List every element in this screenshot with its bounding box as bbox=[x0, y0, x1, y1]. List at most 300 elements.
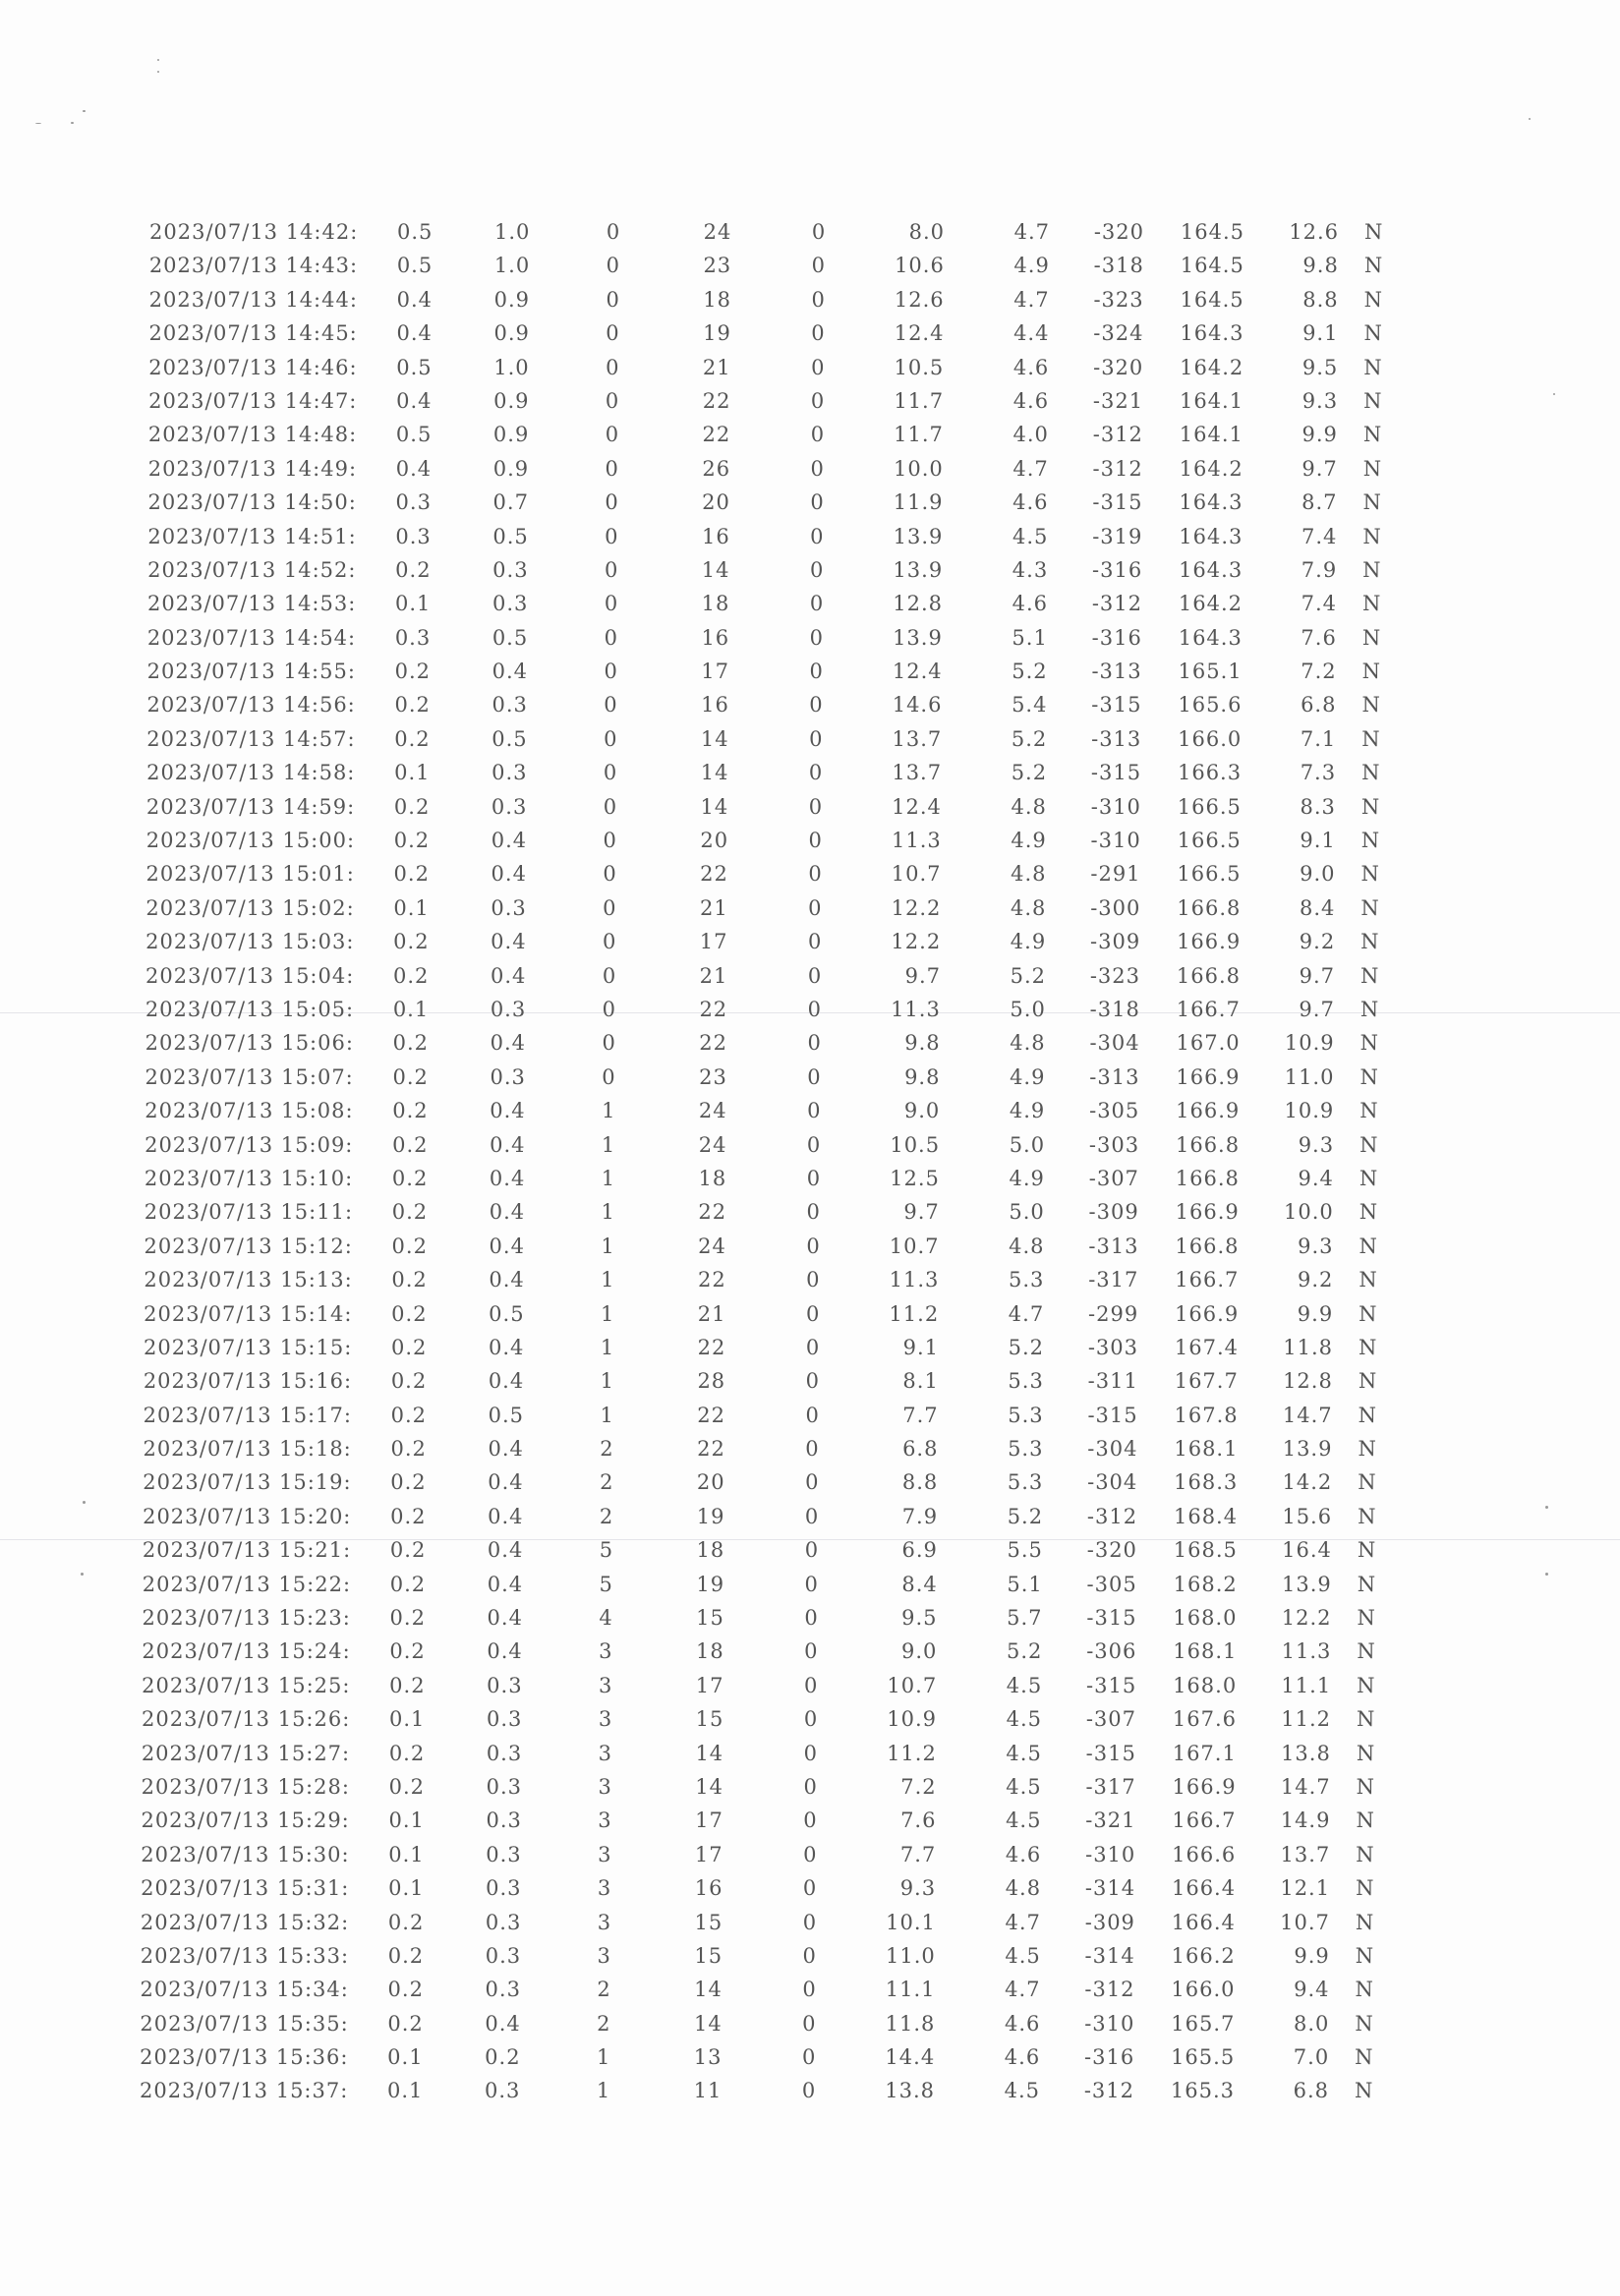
cell-value-g: 5.5 bbox=[1007, 1538, 1043, 1563]
cell-value-i: 164.3 bbox=[1179, 490, 1244, 515]
cell-value-j: 11.0 bbox=[1284, 1064, 1335, 1089]
cell-value-h: -316 bbox=[1092, 557, 1143, 582]
cell-value-e: 0 bbox=[801, 2079, 817, 2103]
cell-flag: N bbox=[1364, 220, 1384, 244]
table-row bbox=[0, 658, 1620, 691]
cell-value-d: 15 bbox=[696, 1606, 724, 1631]
cell-value-c: 0 bbox=[606, 287, 620, 312]
cell-value-a: 0.2 bbox=[389, 1639, 426, 1664]
table-row bbox=[0, 387, 1620, 421]
cell-value-j: 16.4 bbox=[1282, 1538, 1332, 1563]
cell-flag: N bbox=[1355, 2011, 1374, 2036]
cell-value-d: 22 bbox=[697, 1268, 726, 1292]
cell-value-f: 9.3 bbox=[899, 1876, 937, 1901]
table-row bbox=[0, 996, 1620, 1029]
cell-value-e: 0 bbox=[809, 693, 824, 718]
cell-value-h: -300 bbox=[1090, 895, 1141, 920]
cell-value-b: 0.4 bbox=[488, 1504, 524, 1528]
cell-value-i: 167.8 bbox=[1174, 1403, 1239, 1427]
cell-value-a: 0.3 bbox=[395, 524, 432, 548]
cell-value-i: 166.0 bbox=[1178, 726, 1243, 751]
cell-value-c: 3 bbox=[597, 1910, 612, 1934]
cell-value-h: -304 bbox=[1087, 1437, 1138, 1462]
cell-value-f: 7.7 bbox=[899, 1842, 937, 1866]
cell-value-b: 0.3 bbox=[492, 693, 528, 718]
cell-timestamp: 2023/07/13 15:03: bbox=[145, 930, 355, 954]
cell-value-a: 0.1 bbox=[388, 1842, 425, 1866]
cell-value-a: 0.2 bbox=[389, 1538, 427, 1563]
cell-value-f: 14.4 bbox=[885, 2045, 936, 2070]
cell-value-a: 0.4 bbox=[396, 287, 434, 312]
cell-value-c: 0 bbox=[603, 862, 617, 887]
cell-value-b: 0.3 bbox=[490, 1064, 526, 1089]
cell-value-b: 0.5 bbox=[492, 726, 528, 751]
cell-value-c: 1 bbox=[600, 1335, 615, 1359]
cell-value-j: 6.8 bbox=[1293, 2079, 1329, 2103]
cell-value-g: 4.8 bbox=[1010, 1031, 1046, 1056]
cell-value-d: 18 bbox=[701, 592, 730, 616]
cell-value-j: 7.4 bbox=[1301, 524, 1338, 548]
cell-value-d: 16 bbox=[701, 524, 730, 548]
cell-value-c: 0 bbox=[605, 456, 619, 481]
cell-value-h: -323 bbox=[1089, 963, 1140, 988]
cell-value-f: 12.5 bbox=[890, 1166, 940, 1190]
cell-value-d: 18 bbox=[703, 287, 731, 312]
cell-timestamp: 2023/07/13 15:06: bbox=[145, 1031, 354, 1056]
cell-value-i: 166.9 bbox=[1176, 1099, 1241, 1123]
cell-value-f: 13.7 bbox=[892, 761, 943, 785]
cell-value-a: 0.2 bbox=[391, 1301, 428, 1326]
cell-value-e: 0 bbox=[811, 254, 826, 278]
cell-value-c: 1 bbox=[601, 1166, 616, 1190]
table-row bbox=[0, 759, 1620, 792]
cell-value-e: 0 bbox=[809, 557, 825, 582]
cell-value-c: 0 bbox=[605, 423, 620, 447]
cell-value-h: -303 bbox=[1088, 1132, 1140, 1157]
cell-value-a: 0.2 bbox=[387, 1943, 425, 1968]
cell-value-e: 0 bbox=[807, 930, 823, 954]
cell-value-g: 4.7 bbox=[1013, 220, 1050, 244]
cell-timestamp: 2023/07/13 15:10: bbox=[144, 1166, 354, 1190]
cell-value-i: 166.8 bbox=[1175, 1234, 1240, 1258]
cell-value-g: 5.1 bbox=[1007, 1572, 1043, 1596]
cell-value-h: -310 bbox=[1090, 794, 1141, 819]
cell-value-e: 0 bbox=[809, 660, 824, 684]
cell-value-h: -310 bbox=[1090, 829, 1141, 853]
cell-value-h: -310 bbox=[1084, 2011, 1135, 2036]
table-row bbox=[0, 928, 1620, 961]
cell-value-f: 9.5 bbox=[901, 1606, 938, 1631]
cell-flag: N bbox=[1360, 794, 1381, 819]
cell-timestamp: 2023/07/13 14:58: bbox=[146, 761, 356, 785]
cell-value-f: 10.9 bbox=[887, 1707, 937, 1732]
cell-value-g: 4.5 bbox=[1006, 1673, 1043, 1697]
cell-value-h: -315 bbox=[1092, 490, 1143, 515]
cell-value-b: 0.3 bbox=[487, 1673, 523, 1697]
cell-value-f: 6.9 bbox=[901, 1538, 938, 1563]
cell-value-d: 14 bbox=[695, 1741, 724, 1765]
cell-value-g: 4.5 bbox=[1004, 2079, 1040, 2103]
cell-timestamp: 2023/07/13 15:29: bbox=[141, 1808, 350, 1833]
cell-value-g: 4.3 bbox=[1012, 557, 1049, 582]
cell-timestamp: 2023/07/13 14:52: bbox=[147, 557, 357, 582]
cell-value-g: 5.2 bbox=[1007, 1504, 1044, 1528]
cell-value-e: 0 bbox=[807, 1031, 822, 1056]
cell-value-g: 4.8 bbox=[1011, 794, 1047, 819]
cell-timestamp: 2023/07/13 14:43: bbox=[148, 254, 359, 278]
cell-flag: N bbox=[1360, 1099, 1379, 1123]
cell-value-e: 0 bbox=[804, 1606, 819, 1631]
cell-timestamp: 2023/07/13 15:23: bbox=[142, 1606, 351, 1631]
cell-value-j: 10.9 bbox=[1284, 1099, 1335, 1123]
table-row bbox=[0, 1300, 1620, 1334]
cell-value-a: 0.1 bbox=[394, 761, 431, 785]
cell-value-c: 1 bbox=[596, 2079, 611, 2103]
cell-value-d: 22 bbox=[699, 1031, 727, 1056]
cell-flag: N bbox=[1359, 1268, 1378, 1292]
cell-value-a: 0.2 bbox=[392, 1064, 429, 1089]
cell-timestamp: 2023/07/13 15:20: bbox=[143, 1504, 352, 1528]
cell-value-a: 0.1 bbox=[393, 895, 430, 920]
cell-value-h: -313 bbox=[1088, 1234, 1139, 1258]
cell-flag: N bbox=[1357, 1572, 1377, 1596]
scan-speck bbox=[1529, 118, 1531, 120]
cell-value-c: 2 bbox=[600, 1470, 614, 1495]
table-row bbox=[0, 1097, 1620, 1130]
cell-value-i: 168.0 bbox=[1173, 1673, 1238, 1697]
cell-value-d: 21 bbox=[697, 1301, 726, 1326]
cell-value-c: 3 bbox=[598, 1707, 613, 1732]
cell-value-i: 164.2 bbox=[1178, 592, 1243, 616]
cell-value-c: 1 bbox=[601, 1200, 615, 1225]
cell-value-i: 164.3 bbox=[1179, 557, 1244, 582]
cell-value-f: 12.6 bbox=[894, 287, 945, 312]
cell-value-g: 4.7 bbox=[1005, 1910, 1041, 1934]
cell-value-i: 168.0 bbox=[1173, 1606, 1238, 1631]
cell-value-c: 5 bbox=[599, 1572, 613, 1596]
cell-value-a: 0.2 bbox=[390, 1403, 428, 1427]
cell-value-h: -317 bbox=[1088, 1268, 1139, 1292]
cell-value-h: -318 bbox=[1093, 254, 1144, 278]
cell-value-g: 4.5 bbox=[1012, 524, 1049, 548]
cell-value-g: 5.0 bbox=[1010, 997, 1046, 1021]
cell-value-g: 4.7 bbox=[1012, 456, 1049, 481]
cell-value-g: 5.3 bbox=[1008, 1403, 1044, 1427]
cell-value-e: 0 bbox=[803, 1842, 818, 1866]
cell-value-c: 0 bbox=[602, 930, 617, 954]
cell-timestamp: 2023/07/13 14:53: bbox=[147, 592, 357, 616]
cell-timestamp: 2023/07/13 15:25: bbox=[142, 1673, 351, 1697]
cell-value-g: 5.3 bbox=[1008, 1369, 1044, 1394]
cell-value-d: 24 bbox=[703, 220, 732, 244]
cell-value-a: 0.5 bbox=[396, 254, 434, 278]
table-row bbox=[0, 1468, 1620, 1502]
cell-value-e: 0 bbox=[801, 2045, 817, 2070]
cell-flag: N bbox=[1359, 1166, 1379, 1190]
table-row bbox=[0, 2077, 1620, 2110]
cell-value-f: 13.9 bbox=[893, 557, 944, 582]
cell-value-d: 14 bbox=[700, 726, 729, 751]
cell-value-i: 166.9 bbox=[1175, 1301, 1240, 1326]
cell-value-i: 165.7 bbox=[1171, 2011, 1236, 2036]
cell-value-i: 167.4 bbox=[1174, 1335, 1239, 1359]
cell-value-a: 0.5 bbox=[396, 355, 433, 379]
table-row bbox=[0, 1503, 1620, 1536]
cell-value-c: 3 bbox=[598, 1673, 613, 1697]
cell-value-e: 0 bbox=[811, 355, 826, 379]
cell-value-c: 1 bbox=[601, 1234, 615, 1258]
cell-value-j: 14.7 bbox=[1282, 1403, 1333, 1427]
cell-value-j: 8.0 bbox=[1293, 2011, 1330, 2036]
cell-flag: N bbox=[1359, 1301, 1378, 1326]
cell-value-c: 1 bbox=[600, 1369, 614, 1394]
cell-value-j: 9.5 bbox=[1302, 355, 1339, 379]
cell-value-j: 15.6 bbox=[1282, 1504, 1333, 1528]
cell-value-d: 16 bbox=[694, 1876, 723, 1901]
cell-value-a: 0.2 bbox=[389, 1673, 426, 1697]
cell-value-i: 167.6 bbox=[1172, 1707, 1237, 1732]
cell-value-h: -321 bbox=[1085, 1808, 1136, 1833]
cell-value-e: 0 bbox=[807, 1064, 822, 1089]
cell-value-j: 13.9 bbox=[1281, 1572, 1332, 1596]
cell-value-g: 5.4 bbox=[1012, 693, 1048, 718]
cell-value-j: 8.4 bbox=[1299, 895, 1336, 920]
cell-value-a: 0.2 bbox=[395, 557, 432, 582]
cell-timestamp: 2023/07/13 14:57: bbox=[146, 726, 356, 751]
cell-value-i: 166.9 bbox=[1176, 1064, 1241, 1089]
cell-value-b: 0.3 bbox=[492, 557, 529, 582]
table-row bbox=[0, 1976, 1620, 2009]
cell-value-j: 11.8 bbox=[1283, 1335, 1333, 1359]
cell-value-e: 0 bbox=[803, 1741, 818, 1765]
cell-value-d: 22 bbox=[697, 1403, 725, 1427]
cell-value-b: 0.4 bbox=[490, 1031, 527, 1056]
cell-flag: N bbox=[1361, 625, 1382, 650]
cell-value-j: 7.9 bbox=[1301, 557, 1338, 582]
cell-value-e: 0 bbox=[807, 1099, 822, 1123]
cell-value-b: 0.4 bbox=[489, 1268, 525, 1292]
cell-value-c: 0 bbox=[606, 220, 621, 244]
cell-value-b: 0.4 bbox=[492, 660, 529, 684]
cell-value-i: 168.2 bbox=[1173, 1572, 1238, 1596]
cell-value-f: 7.9 bbox=[901, 1504, 939, 1528]
cell-timestamp: 2023/07/13 15:09: bbox=[145, 1132, 354, 1157]
table-row bbox=[0, 1637, 1620, 1671]
cell-value-d: 14 bbox=[701, 557, 730, 582]
cell-value-f: 7.2 bbox=[900, 1774, 937, 1799]
cell-value-c: 0 bbox=[603, 794, 618, 819]
cell-value-b: 0.3 bbox=[486, 1774, 523, 1799]
cell-value-a: 0.2 bbox=[391, 1200, 429, 1225]
cell-value-e: 0 bbox=[802, 1876, 818, 1901]
cell-value-j: 10.7 bbox=[1280, 1910, 1330, 1934]
cell-value-e: 0 bbox=[808, 862, 823, 887]
cell-value-g: 4.7 bbox=[1005, 1978, 1041, 2002]
cell-value-i: 164.5 bbox=[1180, 287, 1244, 312]
cell-value-f: 10.1 bbox=[886, 1910, 936, 1934]
cell-value-h: -310 bbox=[1085, 1842, 1136, 1866]
cell-value-c: 1 bbox=[600, 1301, 615, 1326]
cell-value-h: -315 bbox=[1086, 1673, 1137, 1697]
cell-value-j: 12.8 bbox=[1283, 1369, 1333, 1394]
cell-value-d: 22 bbox=[702, 423, 731, 447]
cell-value-d: 23 bbox=[699, 1064, 727, 1089]
cell-value-b: 0.4 bbox=[487, 1572, 524, 1596]
cell-flag: N bbox=[1358, 1470, 1377, 1495]
cell-value-a: 0.2 bbox=[391, 1335, 428, 1359]
cell-value-j: 7.6 bbox=[1301, 625, 1337, 650]
cell-value-h: -291 bbox=[1090, 862, 1141, 887]
cell-value-g: 4.5 bbox=[1006, 1808, 1042, 1833]
cell-value-h: -321 bbox=[1092, 388, 1144, 413]
cell-value-d: 20 bbox=[696, 1470, 725, 1495]
cell-value-c: 0 bbox=[605, 524, 619, 548]
cell-value-f: 9.0 bbox=[903, 1099, 941, 1123]
cell-value-b: 0.3 bbox=[492, 592, 529, 616]
cell-value-a: 0.2 bbox=[390, 1369, 428, 1394]
cell-flag: N bbox=[1361, 726, 1381, 751]
cell-timestamp: 2023/07/13 14:42: bbox=[149, 220, 359, 244]
table-row bbox=[0, 1672, 1620, 1705]
cell-value-e: 0 bbox=[805, 1369, 820, 1394]
cell-value-a: 0.2 bbox=[390, 1470, 427, 1495]
cell-value-d: 11 bbox=[693, 2079, 723, 2103]
cell-value-f: 12.4 bbox=[892, 794, 942, 819]
cell-value-h: -312 bbox=[1092, 423, 1143, 447]
cell-value-a: 0.2 bbox=[393, 930, 430, 954]
cell-value-f: 11.7 bbox=[894, 423, 944, 447]
cell-flag: N bbox=[1359, 1335, 1378, 1359]
cell-value-h: -313 bbox=[1091, 726, 1142, 751]
cell-value-b: 0.3 bbox=[486, 1741, 523, 1765]
cell-value-h: -309 bbox=[1090, 930, 1141, 954]
cell-value-c: 1 bbox=[600, 1403, 614, 1427]
cell-value-e: 0 bbox=[803, 1774, 818, 1799]
cell-value-g: 5.0 bbox=[1009, 1200, 1045, 1225]
cell-value-e: 0 bbox=[805, 1301, 821, 1326]
cell-value-d: 16 bbox=[701, 625, 730, 650]
cell-value-j: 13.8 bbox=[1281, 1741, 1331, 1765]
cell-value-e: 0 bbox=[810, 423, 826, 447]
cell-value-i: 166.9 bbox=[1172, 1774, 1237, 1799]
cell-value-g: 5.7 bbox=[1007, 1606, 1043, 1631]
cell-value-f: 13.8 bbox=[885, 2079, 935, 2103]
cell-timestamp: 2023/07/13 15:12: bbox=[144, 1234, 353, 1258]
cell-value-f: 11.2 bbox=[889, 1301, 940, 1326]
cell-value-j: 10.0 bbox=[1283, 1200, 1334, 1225]
cell-value-d: 17 bbox=[699, 930, 728, 954]
table-row bbox=[0, 1198, 1620, 1232]
cell-value-j: 11.2 bbox=[1281, 1707, 1331, 1732]
cell-value-h: -315 bbox=[1085, 1741, 1136, 1765]
table-row bbox=[0, 1402, 1620, 1435]
cell-value-f: 12.2 bbox=[891, 930, 942, 954]
cell-value-i: 167.7 bbox=[1174, 1369, 1239, 1394]
cell-value-c: 2 bbox=[597, 2011, 611, 2036]
cell-value-g: 4.6 bbox=[1012, 355, 1050, 379]
cell-value-d: 17 bbox=[695, 1808, 723, 1833]
cell-value-g: 4.5 bbox=[1006, 1774, 1042, 1799]
cell-value-i: 165.5 bbox=[1171, 2045, 1236, 2070]
cell-value-e: 0 bbox=[802, 1943, 817, 1968]
cell-value-j: 9.1 bbox=[1300, 829, 1336, 853]
cell-timestamp: 2023/07/13 15:32: bbox=[140, 1910, 350, 1934]
cell-value-f: 10.7 bbox=[887, 1673, 938, 1697]
cell-value-g: 4.6 bbox=[1005, 1842, 1042, 1866]
cell-value-b: 0.7 bbox=[492, 490, 529, 515]
cell-value-d: 19 bbox=[703, 321, 731, 346]
cell-timestamp: 2023/07/13 14:46: bbox=[148, 355, 358, 379]
cell-value-g: 5.1 bbox=[1012, 625, 1048, 650]
cell-value-b: 0.4 bbox=[488, 1470, 524, 1495]
cell-value-c: 4 bbox=[599, 1606, 613, 1631]
table-row bbox=[0, 827, 1620, 860]
cell-value-h: -320 bbox=[1093, 355, 1144, 379]
cell-value-f: 11.3 bbox=[891, 997, 941, 1021]
cell-value-c: 0 bbox=[604, 693, 618, 718]
cell-timestamp: 2023/07/13 14:45: bbox=[148, 321, 358, 346]
cell-value-d: 18 bbox=[695, 1639, 724, 1664]
cell-timestamp: 2023/07/13 15:19: bbox=[143, 1470, 352, 1495]
cell-value-f: 10.6 bbox=[895, 254, 945, 278]
cell-flag: N bbox=[1358, 1403, 1377, 1427]
cell-value-i: 164.1 bbox=[1179, 423, 1244, 447]
cell-value-b: 0.4 bbox=[489, 1335, 525, 1359]
cell-value-e: 0 bbox=[804, 1504, 820, 1528]
cell-value-i: 166.8 bbox=[1177, 895, 1242, 920]
cell-flag: N bbox=[1361, 761, 1381, 785]
cell-value-c: 0 bbox=[602, 1064, 616, 1089]
table-row bbox=[0, 1909, 1620, 1942]
cell-value-f: 9.7 bbox=[903, 1200, 940, 1225]
cell-flag: N bbox=[1362, 490, 1382, 515]
cell-value-b: 0.3 bbox=[485, 1943, 522, 1968]
cell-value-c: 0 bbox=[602, 963, 617, 988]
cell-flag: N bbox=[1360, 963, 1380, 988]
cell-timestamp: 2023/07/13 15:30: bbox=[141, 1842, 350, 1866]
cell-value-b: 0.3 bbox=[486, 1876, 522, 1901]
cell-flag: N bbox=[1363, 355, 1383, 379]
cell-value-i: 168.4 bbox=[1173, 1504, 1239, 1528]
cell-value-d: 14 bbox=[695, 1774, 723, 1799]
cell-timestamp: 2023/07/13 15:36: bbox=[140, 2045, 349, 2070]
cell-value-g: 4.9 bbox=[1009, 1099, 1046, 1123]
cell-value-d: 21 bbox=[702, 355, 731, 379]
cell-value-b: 1.0 bbox=[493, 355, 530, 379]
cell-value-b: 0.4 bbox=[490, 1099, 526, 1123]
table-row bbox=[0, 218, 1620, 252]
table-row bbox=[0, 1807, 1620, 1840]
cell-value-j: 13.7 bbox=[1280, 1842, 1331, 1866]
cell-value-c: 1 bbox=[596, 2045, 611, 2070]
cell-timestamp: 2023/07/13 14:55: bbox=[146, 660, 356, 684]
cell-value-b: 0.3 bbox=[492, 761, 528, 785]
cell-value-e: 0 bbox=[811, 321, 826, 346]
cell-flag: N bbox=[1363, 287, 1383, 312]
cell-value-j: 9.8 bbox=[1302, 254, 1339, 278]
cell-value-i: 164.1 bbox=[1179, 388, 1244, 413]
cell-value-c: 0 bbox=[603, 829, 617, 853]
cell-flag: N bbox=[1357, 1673, 1376, 1697]
cell-value-g: 5.2 bbox=[1011, 761, 1048, 785]
cell-value-b: 0.4 bbox=[491, 930, 527, 954]
cell-value-a: 0.1 bbox=[388, 1876, 425, 1901]
cell-value-e: 0 bbox=[802, 2011, 817, 2036]
cell-value-j: 9.0 bbox=[1300, 862, 1336, 887]
cell-value-h: -315 bbox=[1091, 693, 1142, 718]
cell-value-i: 166.8 bbox=[1175, 1132, 1241, 1157]
cell-value-f: 11.9 bbox=[893, 490, 944, 515]
